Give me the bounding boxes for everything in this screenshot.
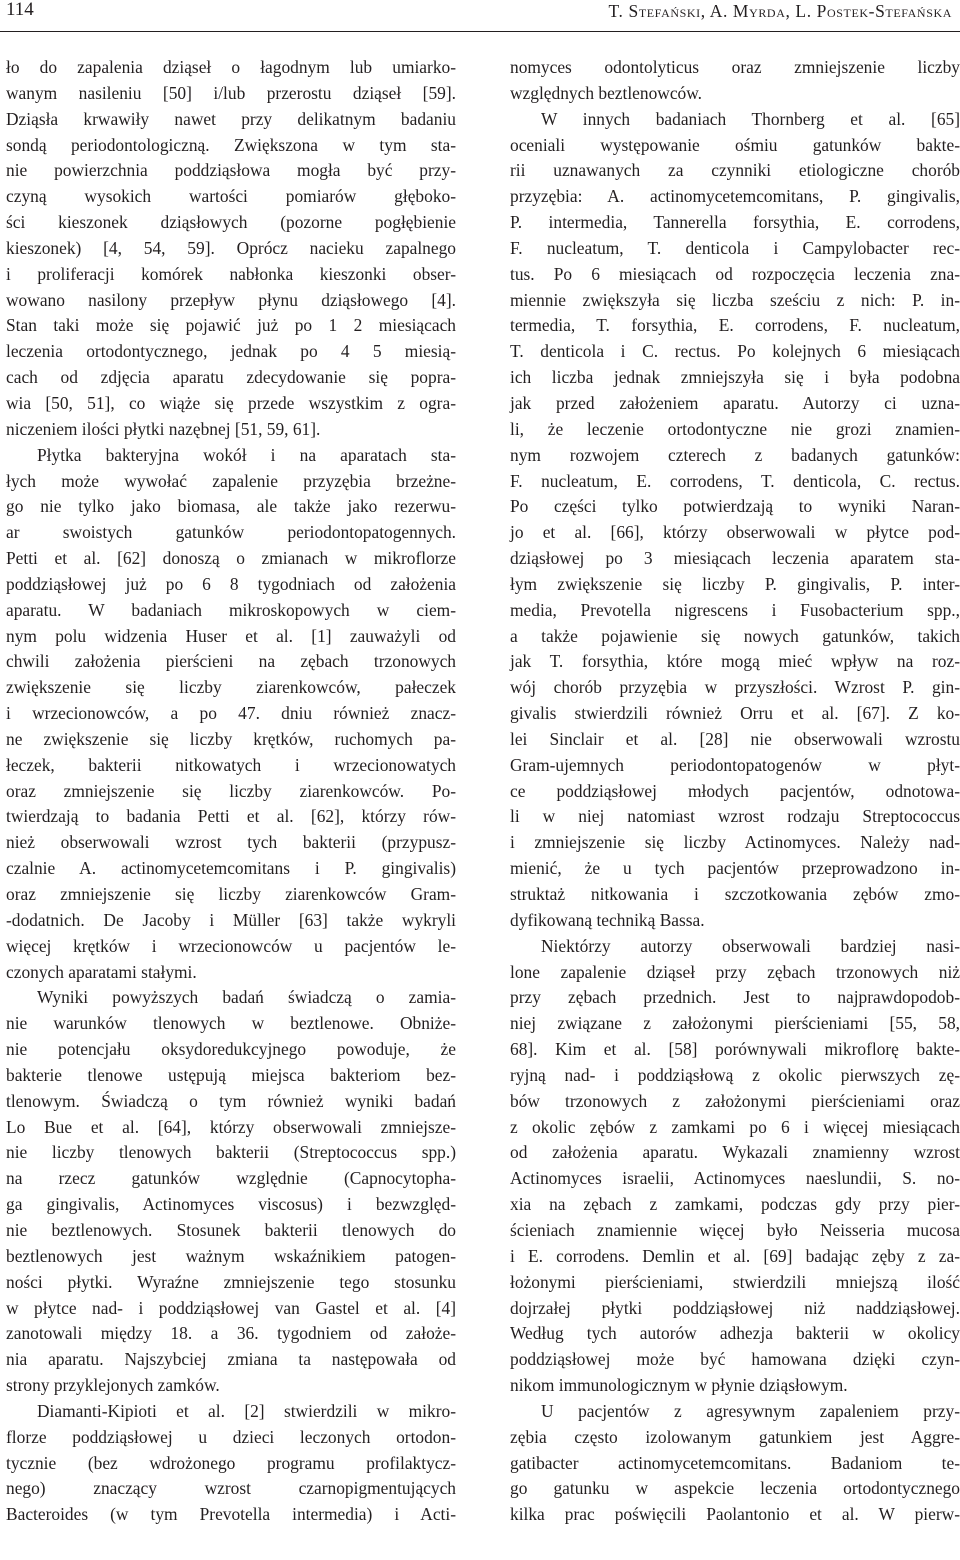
text-line: kieszonek) [4, 54, 59]. Oprócz nacieku zapalnego xyxy=(6,237,456,258)
text-line: ne zwiększenie się liczby krętków, ruchomych pa- xyxy=(6,728,456,749)
text-line: więcej krętków i wrzecionowców u pacjentów le- xyxy=(6,935,456,956)
text-line: łożonymi pierścieniami, stwierdzili mniejszą ilość xyxy=(510,1271,960,1292)
text-line: niczeniem ilości płytki nazębnej [51, 59, 61]. xyxy=(6,418,321,439)
text-line: P. intermedia, Tannerella forsythia, E. corrodens, xyxy=(510,212,960,233)
text-line: Po części tylko potwierdzają to wyniki Naran- xyxy=(510,496,960,517)
text-line: Według tych autorów adhezja bakterii w okolicy xyxy=(510,1323,960,1344)
text-line: Lo Bue et al. [64], którzy obserwowali zmniejsze- xyxy=(6,1116,456,1137)
text-line: cach od zdjęcia aparatu zdecydowanie się popra- xyxy=(6,367,456,388)
text-line: wia [50, 51], co wiąże się przede wszystkim z ogra- xyxy=(6,392,456,413)
text-line: czonych aparatami stałymi. xyxy=(6,961,197,982)
text-line: florze poddziąsłowej u dzieci leczonych ortodon- xyxy=(6,1426,456,1447)
right-text-column xyxy=(510,55,960,1528)
text-line: nie potencjału oksydoredukcyjnego powoduje, że xyxy=(6,1039,456,1060)
text-line: ce poddziąsłowej młodych pacjentów, odnotowa- xyxy=(510,780,960,801)
text-line: ności płytki. Wyraźne zmniejszenie tego stosunku xyxy=(6,1271,456,1292)
text-line: Wyniki powyższych badań świadczą o zamia- xyxy=(37,987,456,1008)
text-line: oraz zmniejszenie się liczby ziarenkowców Gram- xyxy=(6,884,456,904)
text-line: przyzębia: A. actinomycetemcomitans, P. gingivalis, xyxy=(510,186,960,207)
text-line: bakterie tlenowe ustępują miejsca bakteriom bez- xyxy=(6,1064,456,1085)
text-line: poddziąsłowej może być hamowana dzięki czyn- xyxy=(510,1349,960,1370)
text-line: na rzecz gatunków względnie (Capnocytopha- xyxy=(6,1168,456,1189)
text-line: nie warunków tlenowych w beztlenowe. Obniże- xyxy=(6,1013,456,1034)
text-line: ar swoistych gatunków periodontopatogennych. xyxy=(6,522,456,543)
text-line: dyfikowaną techniką Bassa. xyxy=(510,909,705,930)
text-line: ścieniach znamiennie więcej było Neisseria mucosa xyxy=(510,1219,960,1240)
text-line: leczenia ortodontycznego, jednak po 4 5 miesią- xyxy=(6,341,456,362)
text-line: wój chorób przyzębia w przyszłości. Wzrost P. gin- xyxy=(510,677,960,698)
text-line: nie powierzchnia poddziąsłowa mogła być przy- xyxy=(6,160,456,181)
text-line: niej związane z założonymi pierścieniami [55, 58, xyxy=(510,1013,960,1034)
text-line: sondą periodontologiczną. Zwiększona w tym sta- xyxy=(6,134,456,155)
text-line: -dodatnich. De Jacoby i Müller [63] także wykryli xyxy=(6,909,456,930)
text-line: wanym nasileniu [50] i/lub przerostu dziąseł [59]. xyxy=(6,82,456,103)
text-line: wowano nasilony przepływ płynu dziąsłowego [4]. xyxy=(6,289,456,310)
text-line: tycznie (bez wdrożonego programu profilaktycz- xyxy=(6,1452,456,1473)
text-line: givalis stwierdzili również Orru et al. [67]. Z ko- xyxy=(510,703,960,724)
text-line: oraz zmniejszenie się liczby ziarenkowców. Po- xyxy=(6,780,456,801)
text-line: przy zębach przednich. Jest to najprawdopodob- xyxy=(510,987,960,1008)
text-line: nomyces odontolyticus oraz zmniejszenie liczby xyxy=(510,57,960,77)
text-line: i proliferacji komórek nabłonka kieszonki obser- xyxy=(6,263,456,284)
text-line: a także pojawienie się nowych gatunków, takich xyxy=(510,625,960,646)
text-line: poddziąsłowej już po 6 8 tygodniach od założenia xyxy=(6,573,456,594)
left-text-column xyxy=(6,55,456,1528)
text-line: li w niej natomiast wzrost rodzaju Streptococcus xyxy=(510,806,960,827)
text-line: jak przed założeniem aparatu. Autorzy ci uzna- xyxy=(510,392,960,413)
text-line: ga gingivalis, Actinomyces viscosus) i bezwzględ- xyxy=(6,1194,456,1215)
text-line: xia na zębach z zamkami, podczas gdy przy pier- xyxy=(510,1194,960,1215)
text-line: Płytka bakteryjna wokół i na aparatach sta- xyxy=(37,444,456,465)
text-line: łeczek, bakterii nitkowatych i wrzecionowatych xyxy=(6,754,456,775)
text-line: Dziąsła krwawiły nawet przy delikatnym badaniu xyxy=(6,108,456,129)
text-line: lei Sinclair et al. [28] nie obserwowali wzrostu xyxy=(510,728,960,749)
text-line: nia aparatu. Najszybciej zmiana ta następowała od xyxy=(6,1349,456,1370)
text-line: gatibacter actinomycetemcomitans. Badaniom te- xyxy=(510,1452,960,1473)
text-line: nym polu widzenia Huser et al. [1] zauważyli od xyxy=(6,625,456,646)
text-line: czalnie A. actinomycetemcomitans i P. gingivalis) xyxy=(6,858,456,879)
text-line: względnych beztlenowców. xyxy=(510,82,703,103)
text-line: go nie tylko jako biomasa, ale także jako rezerwu- xyxy=(6,496,456,517)
text-line: Diamanti-Kipioti et al. [2] stwierdzili w mikro- xyxy=(37,1400,456,1421)
text-line: F. nucleatum, E. corrodens, T. denticola, C. rectus. xyxy=(510,470,960,491)
text-line: mienić, że u tych pacjentów przeprowadzono in- xyxy=(510,858,960,879)
text-line: Stan taki może się pojawić już po 1 2 miesiącach xyxy=(6,315,456,336)
page-number: 114 xyxy=(6,0,34,20)
text-line: miennie zwiększyła się liczba sześciu z nich: P. in- xyxy=(510,289,960,310)
text-line: strony przyklejonych zamków. xyxy=(6,1375,220,1396)
text-line: zanotowali między 18. a 36. tygodniem od założe- xyxy=(6,1323,456,1344)
text-line: jo et al. [66], którzy obserwowali w płytce pod- xyxy=(510,522,960,543)
text-line: chwili założenia pierścieni na zębach trzonowych xyxy=(6,651,456,672)
text-line: kilka prac poświęcili Paolantonio et al. W pierw- xyxy=(510,1504,960,1525)
text-line: czyną wysokich wartości pomiarów głęboko- xyxy=(6,186,456,207)
text-line: nie liczby tlenowych bakterii (Streptococcus spp.) xyxy=(6,1142,456,1163)
text-line: twierdzają to badania Petti et al. [62], którzy rów- xyxy=(6,806,456,827)
text-line: ści kieszonek dziąsłowych (pozorne pogłębienie xyxy=(6,212,456,233)
text-line: lone zapalenie dziąseł przy zębach trzonowych niż xyxy=(510,961,960,982)
text-line: zwiększenie się liczby ziarenkowców, pałeczek xyxy=(6,677,456,698)
text-line: i zmniejszenie się liczby Actinomyces. Należy nad- xyxy=(510,832,960,853)
text-line: nież obserwowali wzrost tych bakterii (przypusz- xyxy=(6,832,456,853)
text-line: łych może wywołać zapalenie przyzębia brzeżne- xyxy=(6,470,456,491)
text-line: li, że leczenie ortodontyczne nie grozi znamien- xyxy=(510,418,960,439)
text-line: jak T. forsythia, które mogą mieć wpływ na roz- xyxy=(510,651,960,672)
text-line: i E. corrodens. Demlin et al. [69] badając zęby z za- xyxy=(510,1245,960,1266)
text-line: dziąsłowej po 3 miesiącach leczenia aparatem sta- xyxy=(510,548,960,569)
text-line: od założenia aparatu. Wykazali znamienny wzrost xyxy=(510,1142,960,1163)
text-line: bów trzonowych z założonymi pierścieniami oraz xyxy=(510,1090,960,1111)
text-line: tus. Po 6 miesiącach od rozpoczęcia leczenia zna- xyxy=(510,263,960,284)
running-header xyxy=(0,0,960,28)
text-line: F. nucleatum, T. denticola i Campylobacter rec- xyxy=(510,237,960,258)
text-line: beztlenowych jest ważnym wskaźnikiem patogen- xyxy=(6,1245,456,1266)
text-line: z okolic zębów z zamkami po 6 i więcej miesiącach xyxy=(510,1116,960,1137)
text-line: dojrzałej płytki poddziąsłowej niż naddziąsłowej. xyxy=(510,1297,960,1318)
header-rule xyxy=(0,31,960,32)
text-line: nego) znaczący wzrost czarnopigmentujących xyxy=(6,1478,456,1499)
text-line: ło do zapalenia dziąseł o łagodnym lub umiarko- xyxy=(6,57,456,77)
text-line: tlenowym. Świadczą o tym również wyniki badań xyxy=(6,1090,456,1111)
text-line: Niektórzy autorzy obserwowali bardziej nasi- xyxy=(541,935,960,956)
text-line: zębia często izolowanym gatunkiem jest Aggre- xyxy=(510,1426,960,1447)
text-line: W innych badaniach Thornberg et al. [65] xyxy=(541,108,960,129)
text-line: rii uznawanych za czynniki etiologiczne chorób xyxy=(510,160,960,181)
text-line: ich liczba jednak zmniejszyła się i była podobna xyxy=(510,367,960,388)
text-line: media, Prevotella nigrescens i Fusobacterium spp., xyxy=(510,599,960,620)
text-line: T. denticola i C. rectus. Po kolejnych 6 miesiącach xyxy=(510,341,960,362)
text-line: nie beztlenowych. Stosunek bakterii tlenowych do xyxy=(6,1219,456,1240)
text-line: i wrzecionowców, a po 47. dniu również znacz- xyxy=(6,703,456,724)
text-line: Petti et al. [62] donoszą o zmianach w mikroflorze xyxy=(6,548,456,569)
text-line: ryjną nad- i poddziąsłową z okolic pierwszych zę- xyxy=(510,1064,960,1085)
text-line: go gatunku w aspekcie leczenia ortodontycznego xyxy=(510,1478,960,1499)
text-line: aparatu. W badaniach mikroskopowych w ciem- xyxy=(6,599,456,620)
text-line: łym zwiększenie się liczby P. gingivalis, P. inter- xyxy=(510,573,960,594)
text-line: 68]. Kim et al. [58] porównywali mikroflorę bakte- xyxy=(510,1039,960,1060)
text-line: Bacteroides (w tym Prevotella intermedia) i Acti- xyxy=(6,1504,456,1525)
text-line: struktaż nitkowania i szczotkowania zębów zmo- xyxy=(510,884,960,904)
text-line: w płytce nad- i poddziąsłowej van Gastel et al. [4] xyxy=(6,1297,456,1318)
running-head-authors: T. Stefański, A. Myrda, L. Postek-Stefańska xyxy=(608,1,952,21)
text-line: U pacjentów z agresywnym zapaleniem przy- xyxy=(541,1400,960,1421)
text-line: oceniali występowanie ośmiu gatunków bakte- xyxy=(510,134,960,155)
text-line: Gram-ujemnych periodontopatogenów w płyt- xyxy=(510,754,960,775)
text-line: nikom immunologicznym w płynie dziąsłowym. xyxy=(510,1375,848,1396)
text-line: Actinomyces israelii, Actinomyces naeslundii, S. no- xyxy=(510,1168,960,1189)
text-line: nym rozwojem czterech z badanych gatunków: xyxy=(510,444,960,465)
text-line: termedia, T. forsythia, E. corrodens, F. nucleatum, xyxy=(510,315,960,336)
